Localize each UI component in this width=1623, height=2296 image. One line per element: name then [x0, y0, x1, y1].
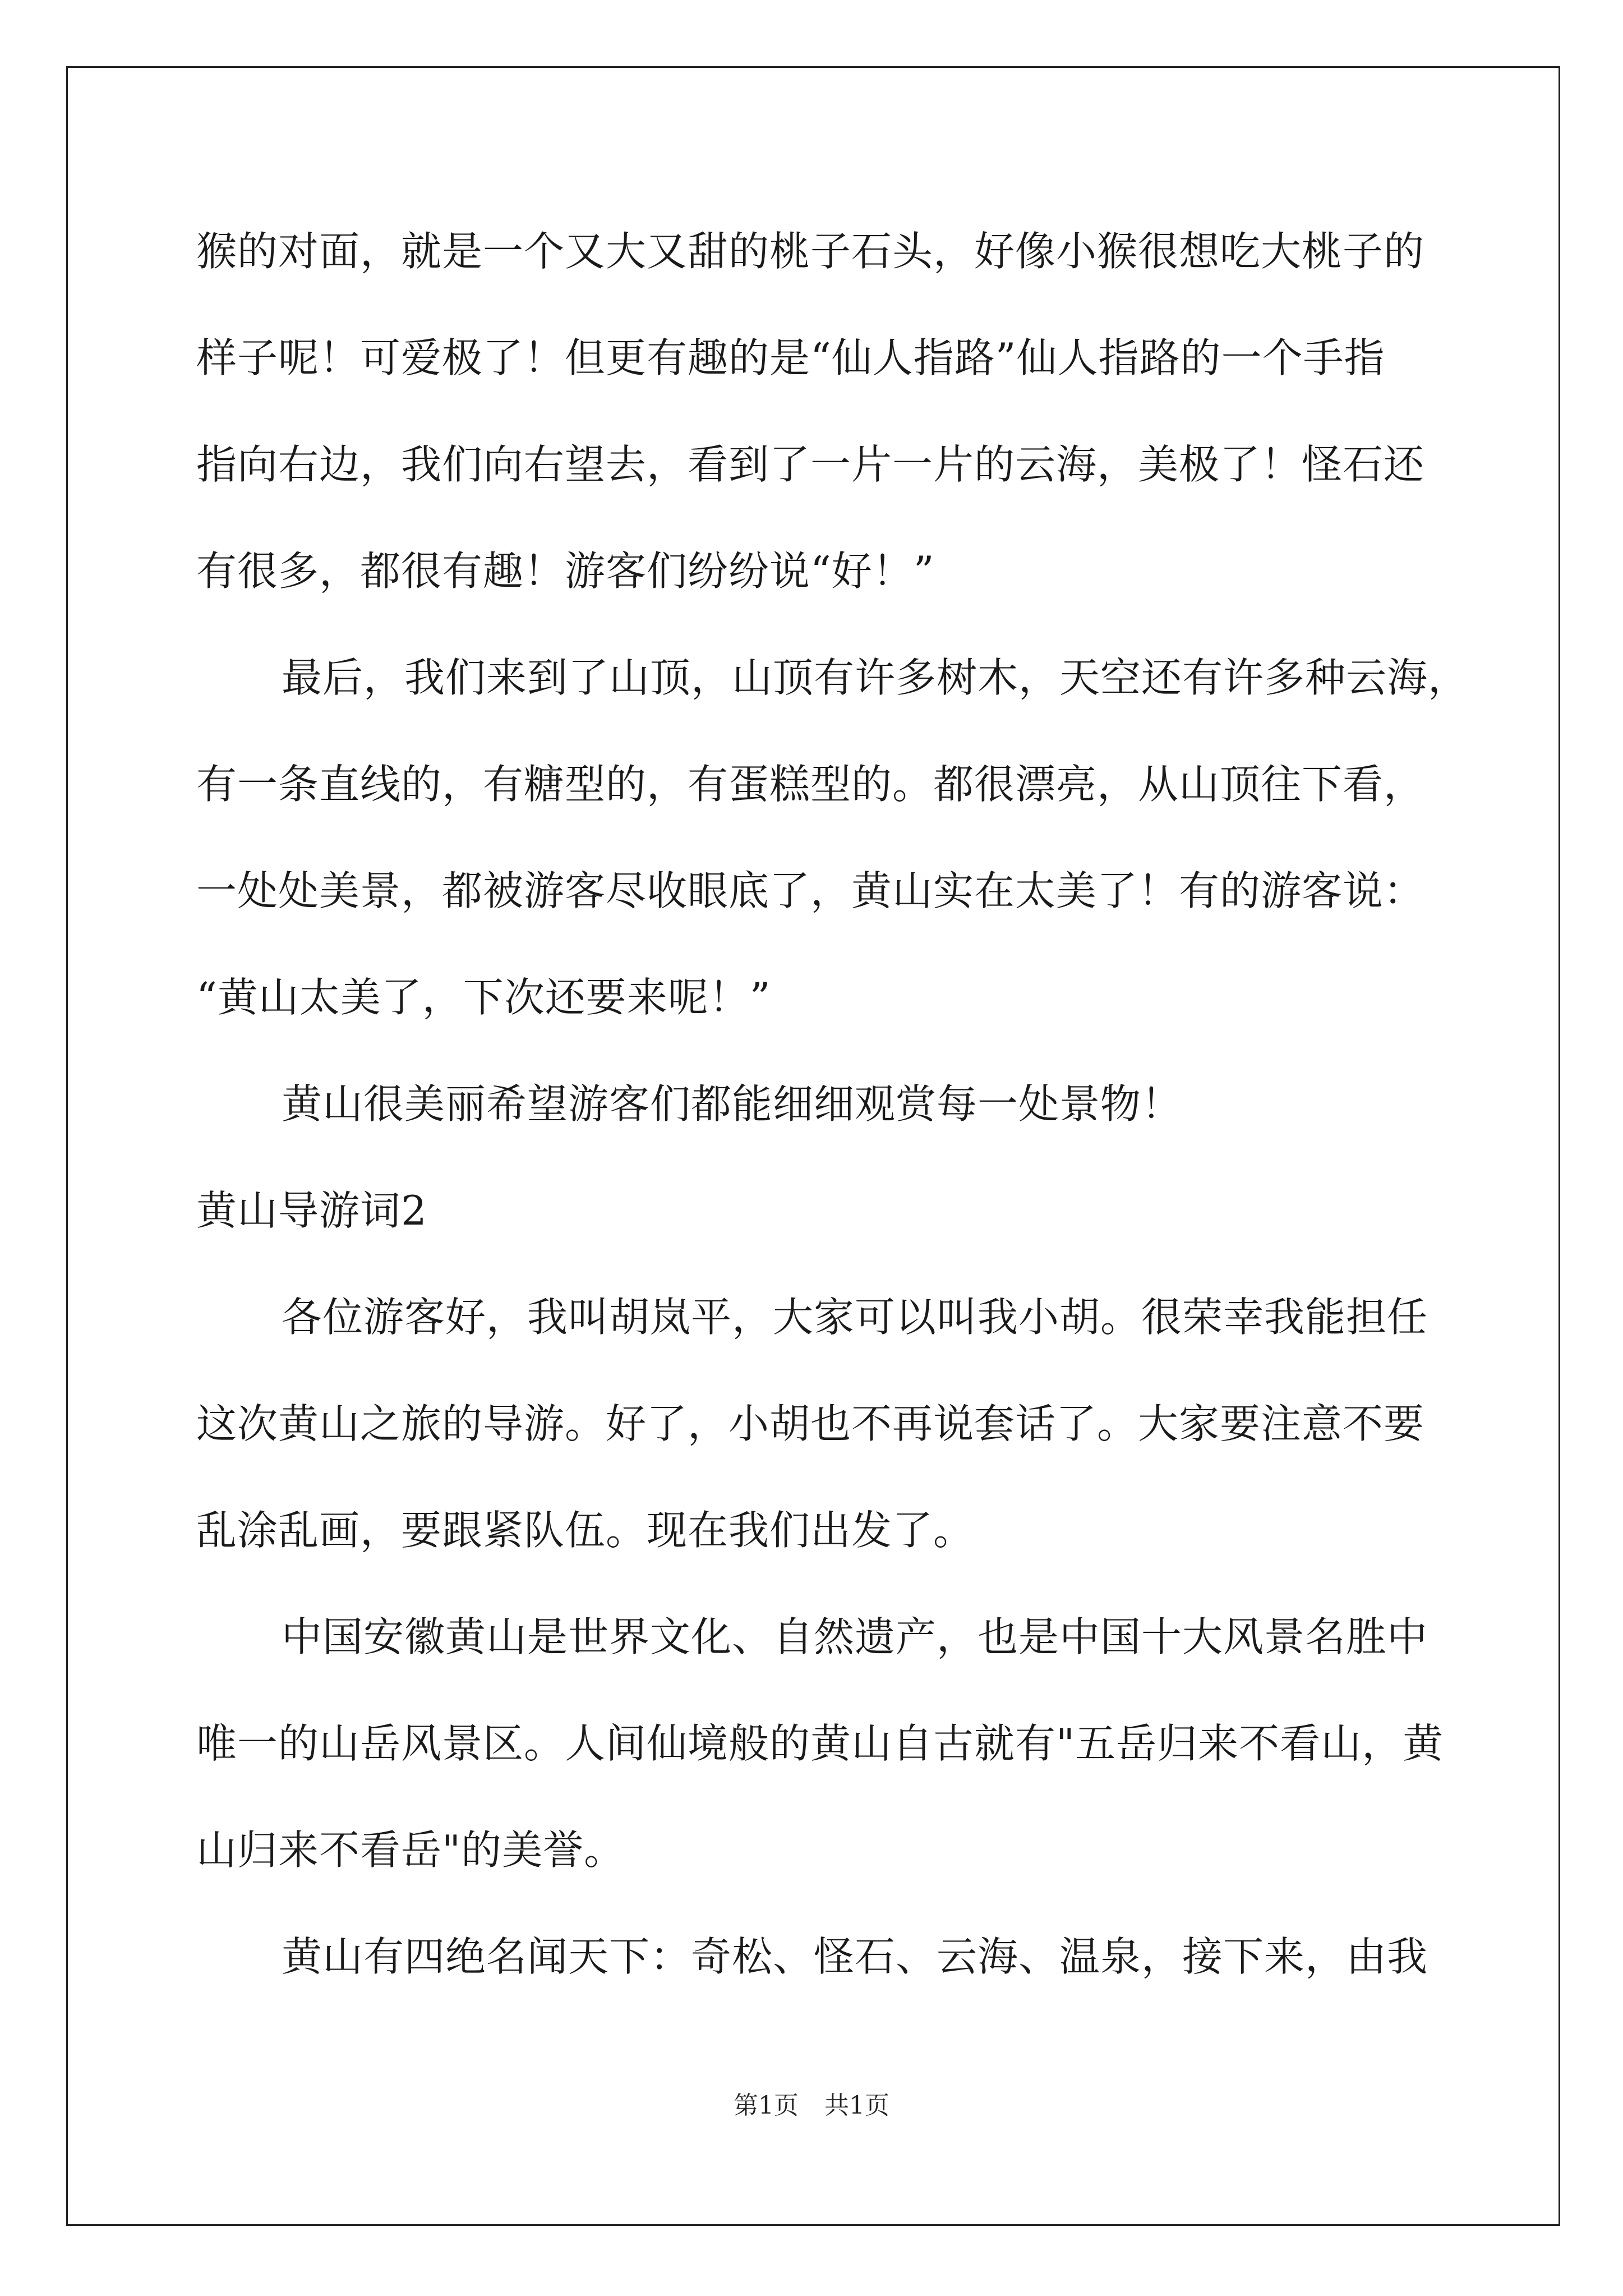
paragraph-line: 样子呢！可爱极了！但更有趣的是“仙人指路”仙人指路的一个手指: [196, 334, 1385, 381]
paragraph-line: 山归来不看岳"的美誉。: [196, 1826, 625, 1874]
paragraph-line: 黄山有四绝名闻天下：奇松、怪石、云海、温泉，接下来，由我: [282, 1933, 1428, 1980]
paragraph-line: 一处处美景，都被游客尽收眼底了，黄山实在太美了！有的游客说：: [196, 867, 1425, 914]
paragraph-line: 黄山很美丽希望游客们都能细细观赏每一处景物！: [282, 1080, 1183, 1128]
paragraph-line: 乱涂乱画，要跟紧队伍。现在我们出发了。: [196, 1507, 975, 1554]
paragraph-line: 指向右边，我们向右望去，看到了一片一片的云海，美极了！怪石还: [196, 441, 1425, 488]
paragraph-line: 有很多，都很有趣！游客们纷纷说“好！”: [196, 547, 935, 595]
paragraph-line: 中国安徽黄山是世界文化、自然遗产，也是中国十大风景名胜中: [282, 1613, 1428, 1660]
paragraph-line: 这次黄山之旅的导游。好了，小胡也不再说套话了。大家要注意不要: [196, 1400, 1425, 1447]
section-heading: 黄山导游词2: [196, 1187, 427, 1234]
page-border: [66, 66, 1560, 2226]
paragraph-line: 猴的对面，就是一个又大又甜的桃子石头，好像小猴很想吃大桃子的: [196, 228, 1425, 275]
paragraph-line: “黄山太美了，下次还要来呢！”: [196, 974, 771, 1021]
page-footer: [0, 2089, 1623, 2123]
paragraph-line: 最后，我们来到了山顶，山顶有许多树木，天空还有许多种云海，: [282, 654, 1469, 701]
paragraph-line: 唯一的山岳风景区。人间仙境般的黄山自古就有"五岳归来不看山，黄: [196, 1720, 1444, 1767]
paragraph-line: 各位游客好，我叫胡岚平，大家可以叫我小胡。很荣幸我能担任: [282, 1294, 1428, 1341]
paragraph-line: 有一条直线的，有糖型的，有蛋糕型的。都很漂亮，从山顶往下看，: [196, 761, 1425, 808]
page-number: 第1页: [734, 2091, 799, 2120]
page-total: 共1页: [824, 2091, 889, 2120]
